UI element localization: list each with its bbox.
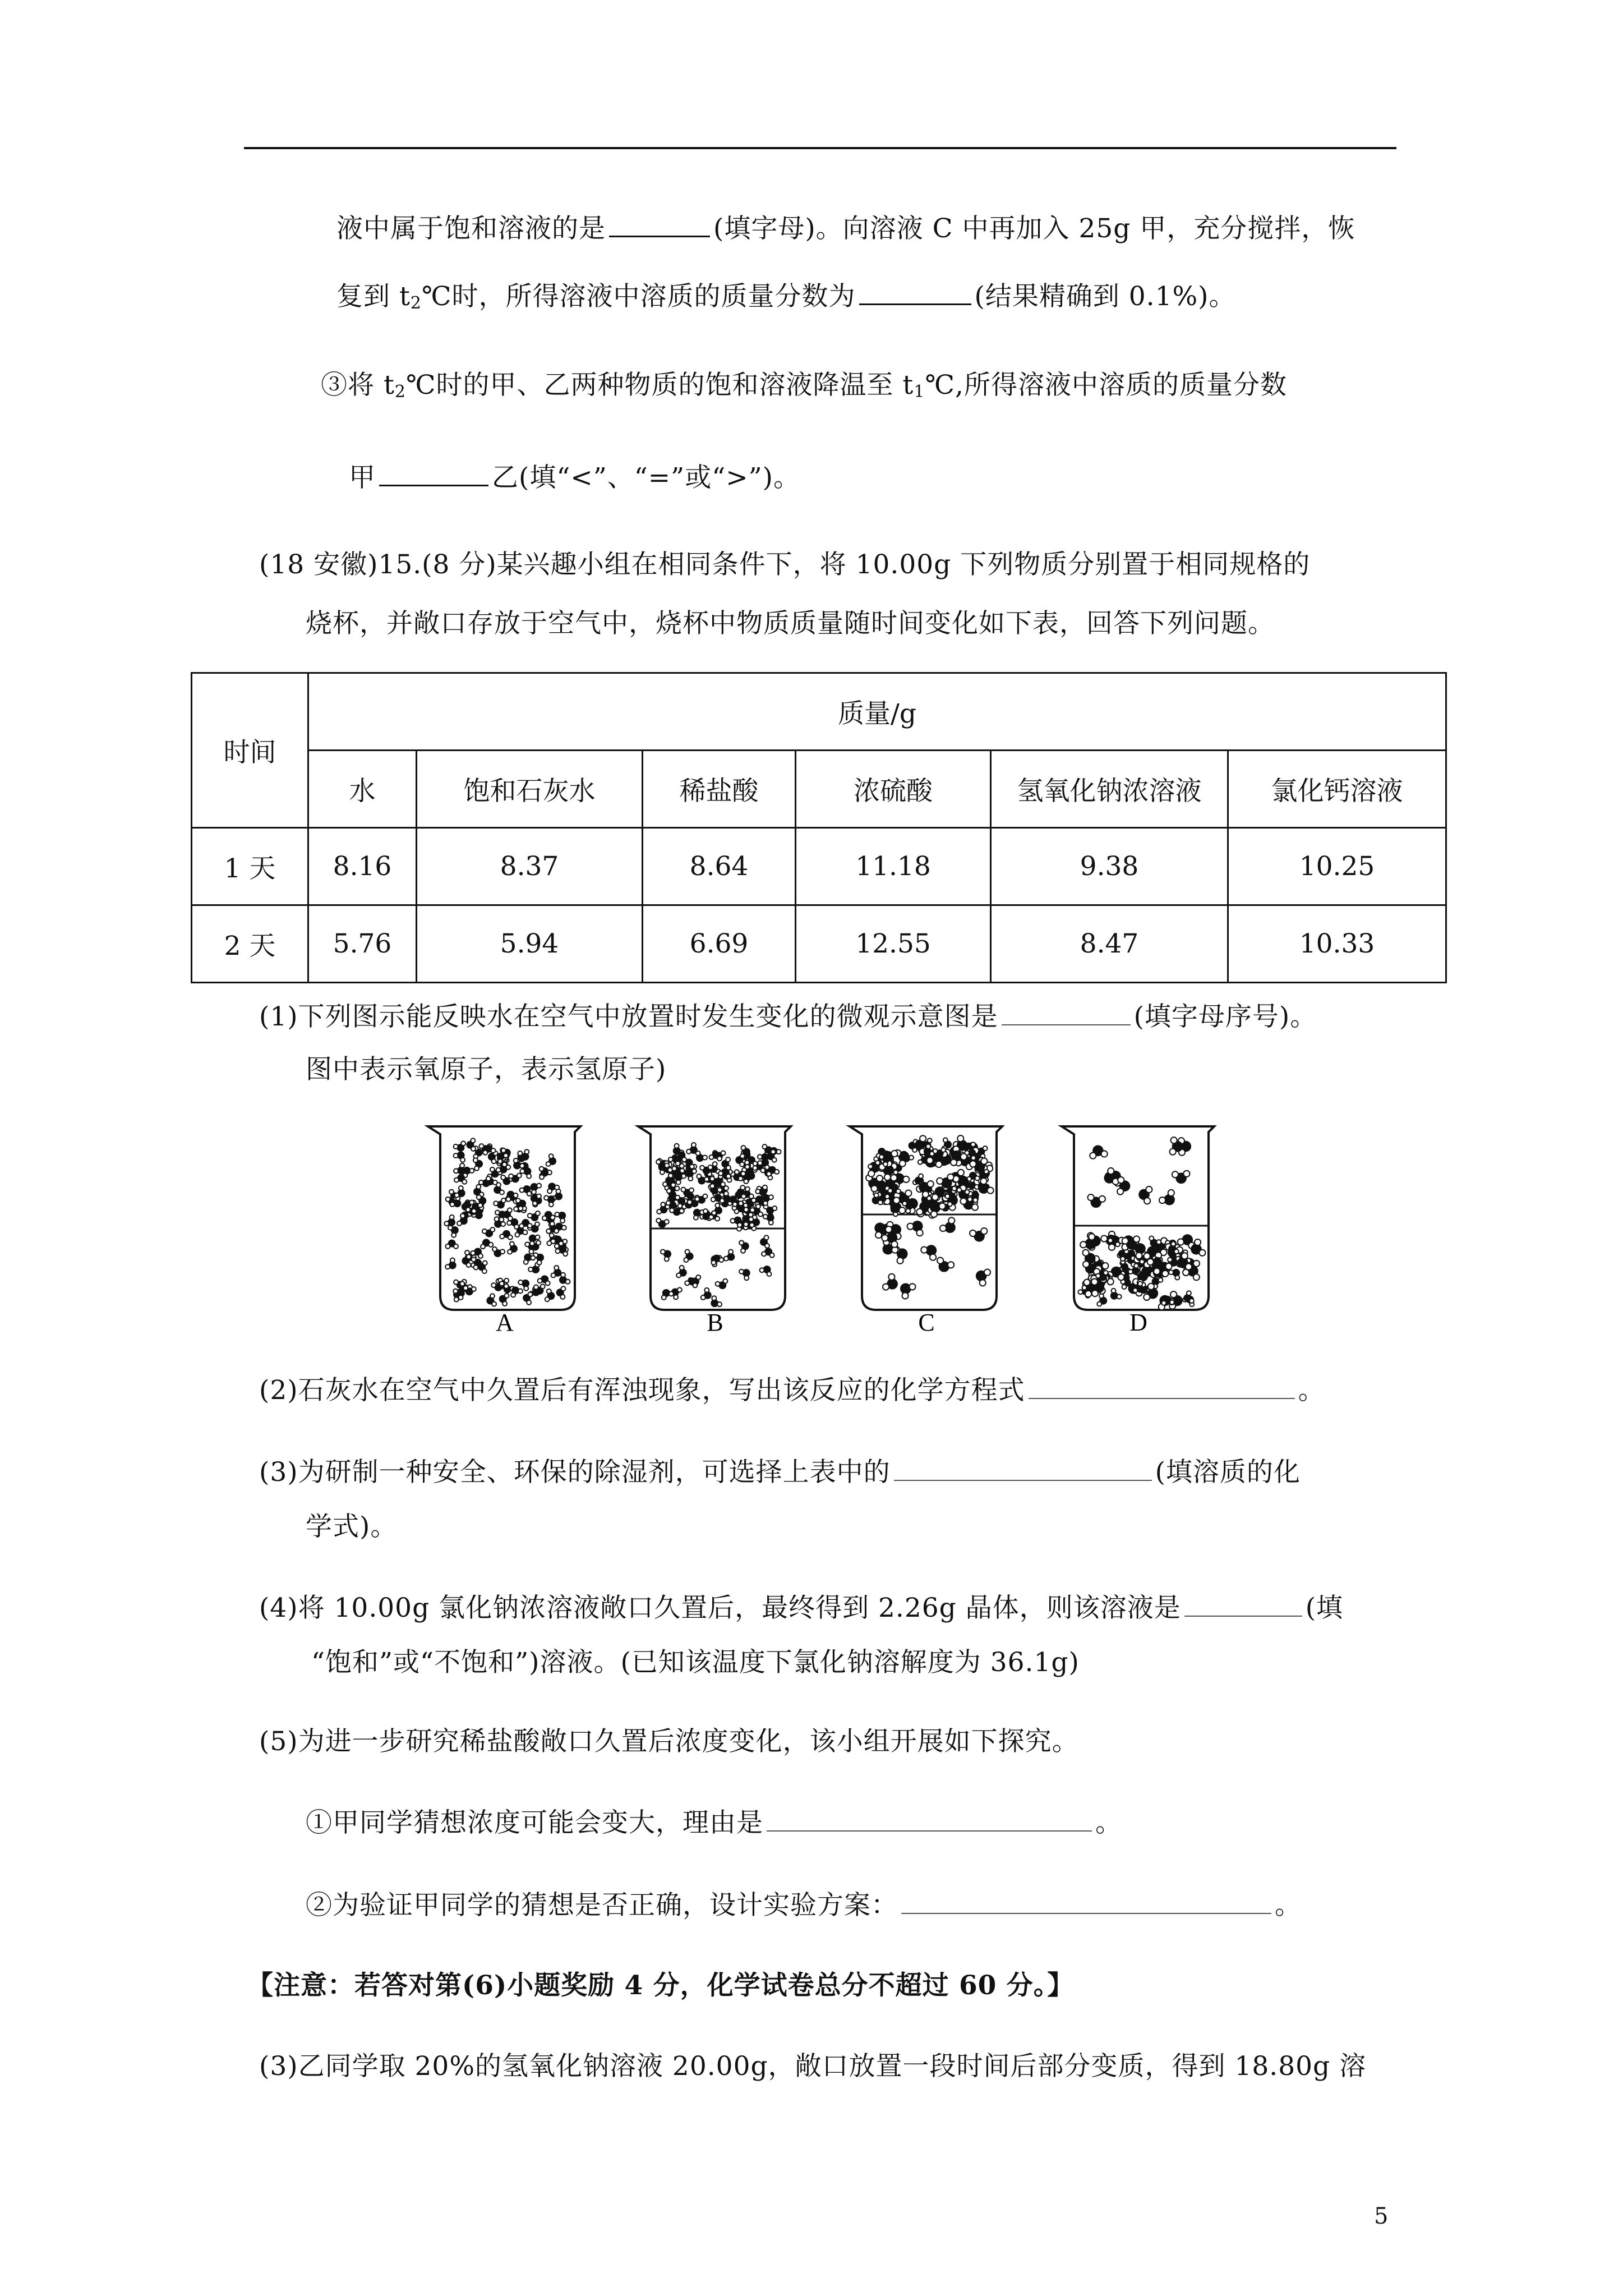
mass-header: 质量/g — [308, 673, 1446, 751]
table-cell: 8.16 — [308, 828, 417, 905]
table-cell: 8.47 — [991, 905, 1228, 983]
q15-part-4-cont: “饱和”或“不饱和”)溶液。(已知该温度下氯化钠溶解度为 36.1g) — [311, 1647, 1080, 1678]
figure-label-b: B — [707, 1309, 723, 1335]
q15-part-3-cont: 学式)。 — [306, 1511, 398, 1542]
table-cell: 12.55 — [796, 905, 991, 983]
table-cell: 10.33 — [1228, 905, 1446, 983]
answer-blank[interactable] — [901, 1888, 1271, 1914]
row-label: 2 天 — [192, 905, 308, 983]
answer-blank[interactable] — [767, 1806, 1092, 1832]
column-header: 饱和石灰水 — [417, 751, 643, 828]
figure-label-a: A — [496, 1309, 514, 1335]
figure-label-d: D — [1129, 1309, 1147, 1335]
figure-label-c: C — [918, 1309, 935, 1335]
answer-blank[interactable] — [379, 460, 488, 486]
q15-part-1-legend: 图中表示氧原子，表示氢原子) — [306, 1054, 667, 1085]
answer-blank[interactable] — [1002, 1000, 1131, 1025]
table-row — [192, 828, 1446, 905]
table-cell: 8.37 — [417, 828, 643, 905]
table-cell: 9.38 — [991, 828, 1228, 905]
table-cell: 6.69 — [643, 905, 796, 983]
page-number: 5 — [1374, 2203, 1389, 2229]
header-rule — [244, 147, 1396, 149]
bonus-note: 【注意：若答对第(6)小题奖励 4 分，化学试卷总分不超过 60 分。】 — [247, 1970, 1075, 2001]
q15-part-3: (3)为研制一种安全、环保的除湿剂，可选择上表中的 (填溶质的化 — [259, 1455, 1301, 1489]
table-cell: 8.64 — [643, 828, 796, 905]
column-header: 浓硫酸 — [796, 751, 991, 828]
answer-blank[interactable] — [609, 211, 710, 237]
q15-part-6: (3)乙同学取 20%的氢氧化钠溶液 20.00g，敞口放置一段时间后部分变质，得到 18.80g 溶 — [259, 2051, 1367, 2082]
q15-part-1: (1)下列图示能反映水在空气中放置时发生变化的微观示意图是 (填字母序号)。 — [259, 1000, 1317, 1034]
table-cell: 10.25 — [1228, 828, 1446, 905]
q15-intro-2: 烧杯，并敞口存放于空气中，烧杯中物质质量随时间变化如下表，回答下列问题。 — [306, 608, 1275, 639]
column-header-row — [192, 751, 1446, 828]
beaker — [1062, 1126, 1214, 1310]
q15-part-5: (5)为进一步研究稀盐酸敞口久置后浓度变化，该小组开展如下探究。 — [259, 1726, 1079, 1757]
q15-part-4: (4)将 10.00g 氯化钠浓溶液敞口久置后，最终得到 2.26g 晶体，则该溶液是 (填 — [259, 1591, 1343, 1625]
column-header: 氯化钙溶液 — [1228, 751, 1446, 828]
beaker — [428, 1126, 580, 1310]
table-cell: 5.76 — [308, 905, 417, 983]
q15-part-2: (2)石灰水在空气中久置后有浑浊现象，写出该反应的化学方程式 。 — [259, 1373, 1325, 1407]
beaker-figure — [415, 1122, 1234, 1335]
answer-blank[interactable] — [859, 279, 971, 305]
table-cell: 11.18 — [796, 828, 991, 905]
column-header: 氢氧化钠浓溶液 — [991, 751, 1228, 828]
q14-line-1: 液中属于饱和溶液的是 (填字母)。向溶液 C 中再加入 25g 甲，充分搅拌，恢 — [336, 211, 1355, 246]
q14-line-2: 复到 $t_2℃$时，所得溶液中溶质的质量分数为 (结果精确到 0.1%)。 — [336, 279, 1236, 320]
answer-blank[interactable] — [1029, 1373, 1295, 1399]
beaker — [638, 1126, 791, 1310]
q14-line-4: 甲 乙(填“<”、“=”或“>”)。 — [349, 460, 800, 495]
q14-line-3: ③将 $t_2℃$时的甲、乙两种物质的饱和溶液降温至 $t_1℃$,所得溶液中溶质的质量分数 — [321, 370, 1287, 402]
q15-part-5-1: ①甲同学猜想浓度可能会变大，理由是 。 — [306, 1806, 1122, 1840]
beaker — [850, 1126, 1002, 1310]
mass-table — [191, 672, 1447, 983]
table-cell: 5.94 — [417, 905, 643, 983]
q15-part-5-2: ②为验证甲同学的猜想是否正确，设计实验方案： 。 — [306, 1888, 1302, 1922]
answer-blank[interactable] — [894, 1455, 1152, 1481]
beakers-group — [428, 1126, 1214, 1310]
column-header: 稀盐酸 — [643, 751, 796, 828]
q15-intro-1: (18 安徽)15.(8 分)某兴趣小组在相同条件下，将 10.00g 下列物质分别置于相同规格的 — [259, 549, 1311, 580]
time-header: 时间 — [192, 673, 308, 828]
column-header: 水 — [308, 751, 417, 828]
table-row — [192, 905, 1446, 983]
answer-blank[interactable] — [1184, 1591, 1302, 1617]
row-label: 1 天 — [192, 828, 308, 905]
